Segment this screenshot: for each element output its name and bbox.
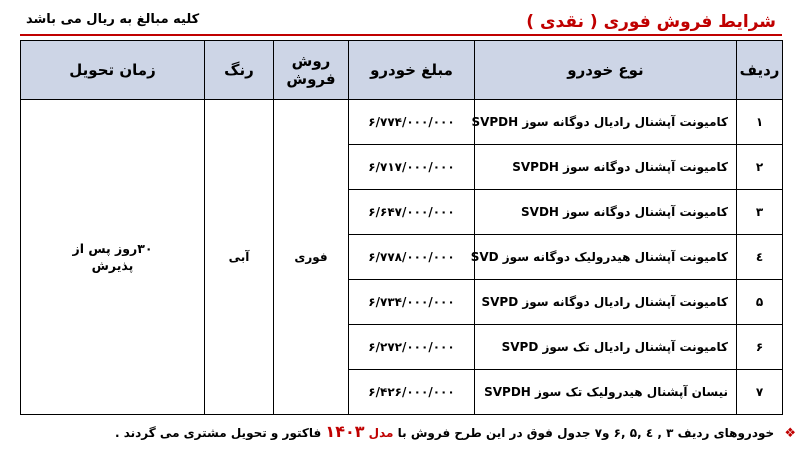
vehicle-price: ۶/۷۳۴/۰۰۰/۰۰۰ [349,280,475,325]
row-index: ۳ [737,190,783,235]
vehicle-name: کامیونت آپشنال هیدرولیک دوگانه سوز SVD [475,235,737,280]
table-row [21,100,783,145]
row-index: ۱ [737,100,783,145]
footnote-text-end: فاکتور و تحویل مشتری می گردند . [114,426,322,440]
footnote [115,422,796,441]
currency-note: کلیه مبالغ به ریال می باشد [26,12,200,27]
vehicle-price: ۶/۷۱۷/۰۰۰/۰۰۰ [349,145,475,190]
vehicle-name: کامیونت آپشنال دوگانه سوز SVDH [475,190,737,235]
row-index: ۲ [737,145,783,190]
vehicle-name: نیسان آپشنال هیدرولیک تک سوز SVPDH [475,370,737,415]
vehicle-price: ۶/۷۷۴/۰۰۰/۰۰۰ [349,100,475,145]
vehicle-name: کامیونت آپشنال رادیال دوگانه سوز SVPDH [475,100,737,145]
vehicle-price: ۶/۷۷۸/۰۰۰/۰۰۰ [349,235,475,280]
footnote-text-start: خودروهای ردیف ۳ , ٤ ,۵ ,۶ و۷ جدول فوق در این طرح فروش با [397,426,775,440]
row-index: ٤ [737,235,783,280]
col-header-index: ردیف [737,41,783,100]
sales-conditions-table [20,40,783,415]
col-header-color: رنگ [205,41,274,100]
row-index: ۵ [737,280,783,325]
delivery-time-cell [21,100,205,415]
row-index: ۷ [737,370,783,415]
col-header-delivery: زمان تحویل [21,41,205,100]
delivery-time-text: ۳۰روز پس از پذیرش [72,241,153,273]
col-header-price: مبلغ خودرو [349,41,475,100]
vehicle-name: کامیونت آپشنال رادیال دوگانه سوز SVPD [475,280,737,325]
vehicle-name: کامیونت آپشنال رادیال تک سوز SVPD [475,325,737,370]
vehicle-price: ۶/۲۷۲/۰۰۰/۰۰۰ [349,325,475,370]
row-index: ۶ [737,325,783,370]
diamond-bullet-icon: ❖ [784,426,796,441]
vehicle-price: ۶/۶۴۷/۰۰۰/۰۰۰ [349,190,475,235]
sale-method-cell: فوری [274,100,349,415]
color-cell: آبی [205,100,274,415]
col-header-vehicle: نوع خودرو [475,41,737,100]
table-header-row [21,41,783,100]
model-label: مدل [368,426,394,440]
vehicle-name: کامیونت آپشنال دوگانه سوز SVPDH [475,145,737,190]
model-year: ۱۴۰۳ [325,422,365,441]
page-title: شرایط فروش فوری ( نقدی ) [526,12,776,32]
col-header-sale-method: روش فروش [274,41,349,100]
title-underline [20,34,782,36]
vehicle-price: ۶/۴۲۶/۰۰۰/۰۰۰ [349,370,475,415]
